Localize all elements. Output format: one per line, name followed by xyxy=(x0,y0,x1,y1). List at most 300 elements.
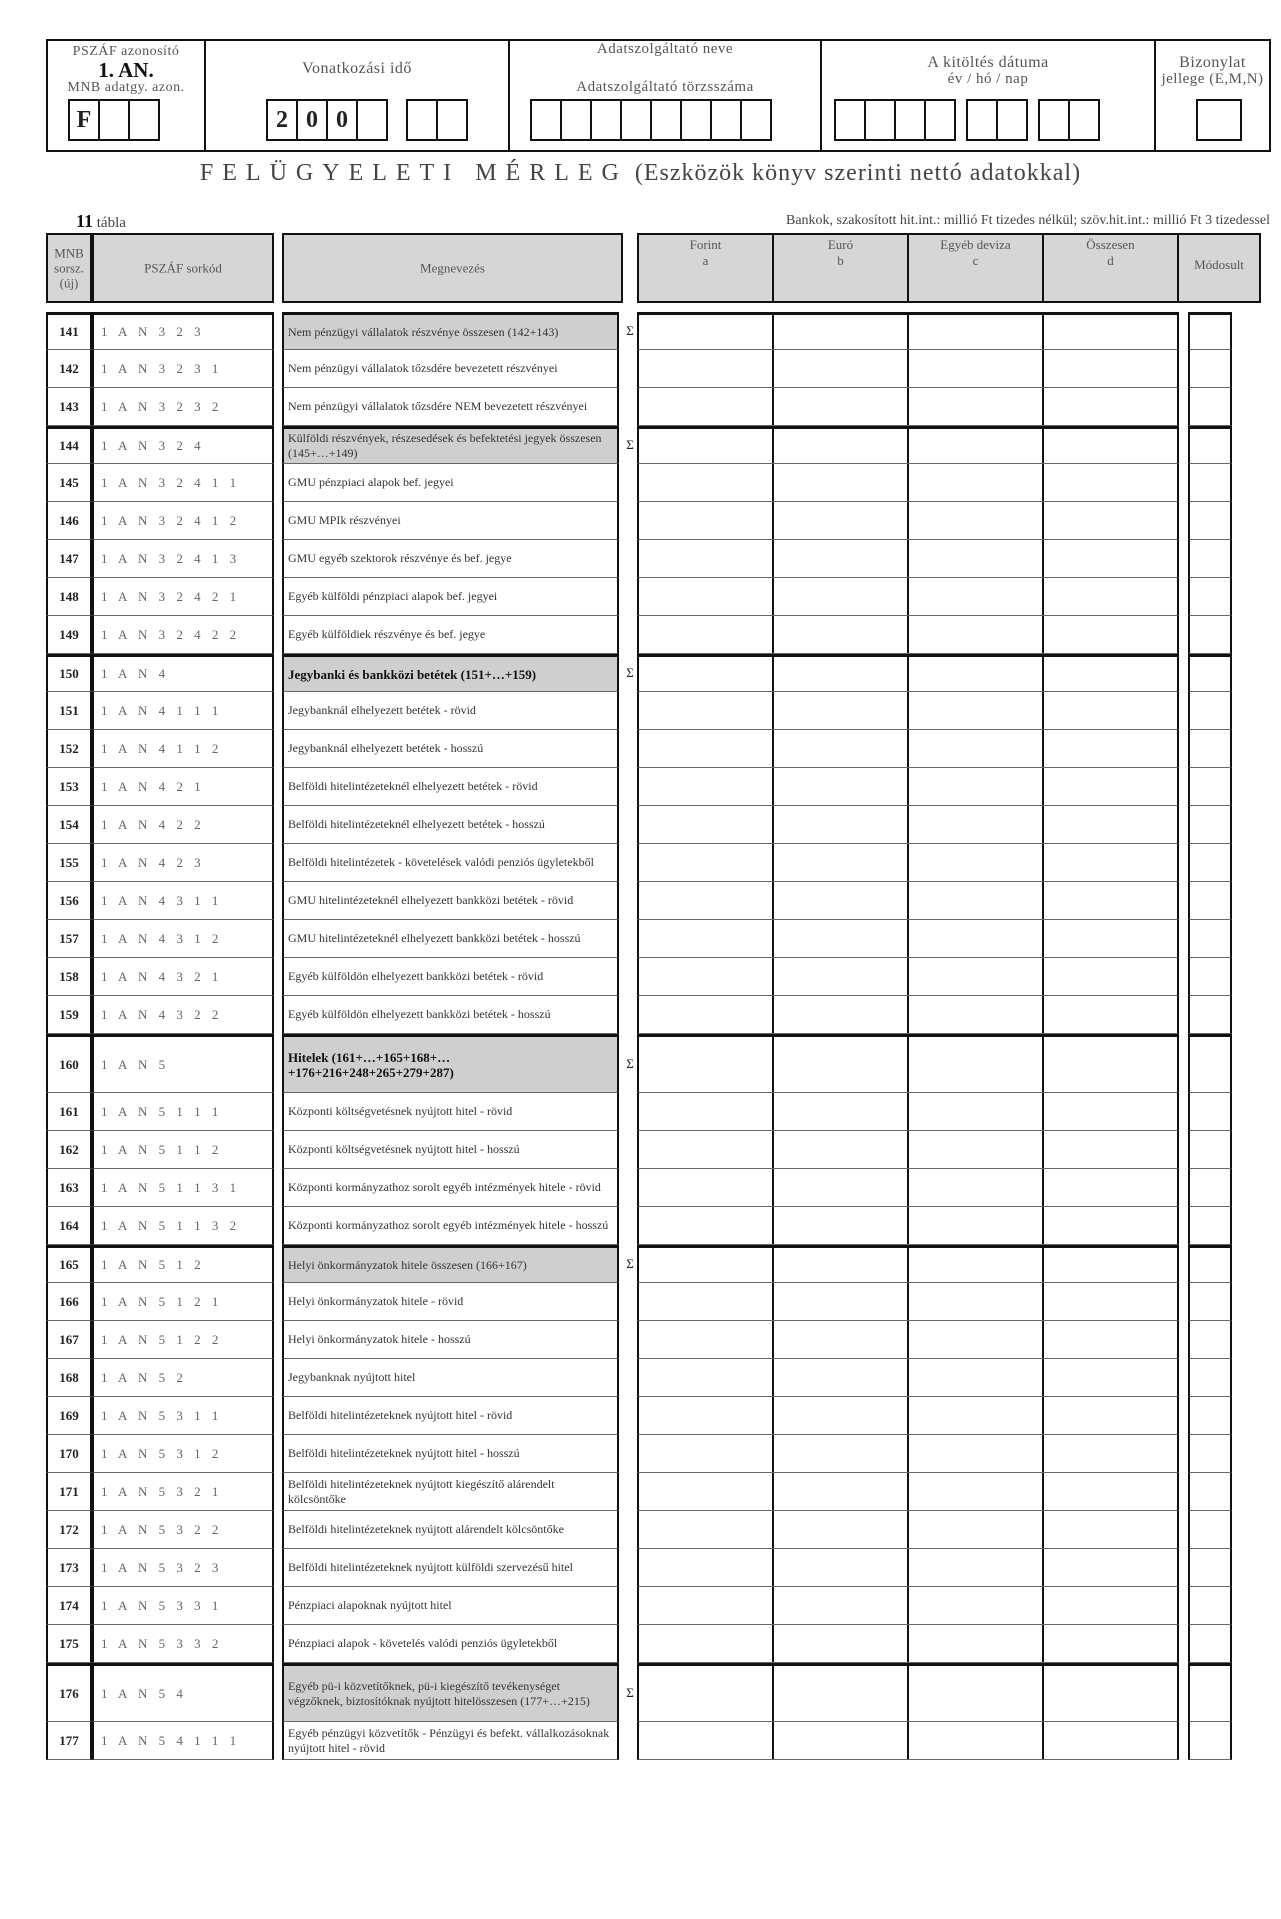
modified-cell[interactable] xyxy=(1188,1359,1232,1397)
forint-cell[interactable] xyxy=(637,1397,774,1435)
row-mnb-number: 153 xyxy=(46,768,92,806)
modified-cell[interactable] xyxy=(1188,1169,1232,1207)
table-row xyxy=(0,1131,1281,1169)
fill-date-boxes xyxy=(836,99,1100,141)
forint-cell[interactable] xyxy=(637,1245,774,1283)
table-row xyxy=(0,692,1281,730)
row-description: Belföldi hitelintézetek - követelések valódi penziós ügyletekből xyxy=(282,844,619,882)
total-cell[interactable] xyxy=(1042,464,1179,502)
row-mnb-number: 145 xyxy=(46,464,92,502)
total-cell[interactable] xyxy=(1042,1169,1179,1207)
euro-cell[interactable] xyxy=(772,806,909,844)
other-currency-cell[interactable] xyxy=(907,616,1044,654)
row-mnb-number: 143 xyxy=(46,388,92,426)
euro-cell[interactable] xyxy=(772,350,909,388)
row-pszaf-code: 1 A N 5 1 2 xyxy=(92,1245,274,1283)
other-currency-cell[interactable] xyxy=(907,654,1044,692)
row-description: Egyéb pénzügyi közvetítők - Pénzügyi és befekt. vállalkozásoknak nyújtott hitel - rövid xyxy=(282,1722,619,1760)
sum-indicator: Σ xyxy=(626,1055,634,1071)
modified-cell[interactable] xyxy=(1188,920,1232,958)
doc-type-sub: jellege (E,M,N) xyxy=(1161,71,1264,87)
other-currency-cell[interactable] xyxy=(907,806,1044,844)
euro-cell[interactable] xyxy=(772,1473,909,1511)
period-box[interactable] xyxy=(436,99,468,141)
euro-cell[interactable] xyxy=(772,1625,909,1663)
date-box[interactable] xyxy=(996,99,1028,141)
modified-cell[interactable] xyxy=(1188,1207,1232,1245)
reg-box[interactable] xyxy=(710,99,742,141)
euro-cell[interactable] xyxy=(772,1321,909,1359)
date-box[interactable] xyxy=(1038,99,1070,141)
sum-indicator xyxy=(623,1321,637,1359)
total-cell[interactable] xyxy=(1042,540,1179,578)
total-cell[interactable] xyxy=(1042,1625,1179,1663)
forint-cell[interactable] xyxy=(637,312,774,350)
euro-cell[interactable] xyxy=(772,1245,909,1283)
euro-cell[interactable] xyxy=(772,1435,909,1473)
forint-cell[interactable] xyxy=(637,1663,774,1722)
total-cell[interactable] xyxy=(1042,1549,1179,1587)
reg-box[interactable] xyxy=(590,99,622,141)
other-currency-cell[interactable] xyxy=(907,1169,1044,1207)
other-currency-cell[interactable] xyxy=(907,1397,1044,1435)
row-pszaf-code: 1 A N 5 1 1 1 xyxy=(92,1093,274,1131)
row-pszaf-code: 1 A N 4 3 2 2 xyxy=(92,996,274,1034)
sum-indicator xyxy=(623,1625,637,1663)
reg-box[interactable] xyxy=(740,99,772,141)
total-cell[interactable] xyxy=(1042,1722,1179,1760)
table-row xyxy=(0,1625,1281,1663)
total-cell[interactable] xyxy=(1042,1245,1179,1283)
row-mnb-number: 162 xyxy=(46,1131,92,1169)
forint-cell[interactable] xyxy=(637,1435,774,1473)
other-currency-cell[interactable] xyxy=(907,1034,1044,1093)
forint-cell[interactable] xyxy=(637,882,774,920)
date-box[interactable] xyxy=(1068,99,1100,141)
row-description: Belföldi hitelintézeteknek nyújtott alárendelt kölcsöntőke xyxy=(282,1511,619,1549)
total-cell[interactable] xyxy=(1042,806,1179,844)
table-row xyxy=(0,958,1281,996)
row-pszaf-code: 1 A N 4 xyxy=(92,654,274,692)
total-cell[interactable] xyxy=(1042,730,1179,768)
modified-cell[interactable] xyxy=(1188,882,1232,920)
other-currency-cell[interactable] xyxy=(907,882,1044,920)
table-row xyxy=(0,616,1281,654)
other-currency-cell[interactable] xyxy=(907,312,1044,350)
modified-cell[interactable] xyxy=(1188,1131,1232,1169)
row-pszaf-code: 1 A N 4 2 1 xyxy=(92,768,274,806)
total-cell[interactable] xyxy=(1042,502,1179,540)
other-currency-cell[interactable] xyxy=(907,350,1044,388)
total-cell[interactable] xyxy=(1042,1131,1179,1169)
total-cell[interactable] xyxy=(1042,1435,1179,1473)
total-cell[interactable] xyxy=(1042,1034,1179,1093)
other-currency-cell[interactable] xyxy=(907,1473,1044,1511)
modified-cell[interactable] xyxy=(1188,996,1232,1034)
modified-cell[interactable] xyxy=(1188,1397,1232,1435)
modified-cell[interactable] xyxy=(1188,1473,1232,1511)
reg-box[interactable] xyxy=(560,99,592,141)
forint-cell[interactable] xyxy=(637,540,774,578)
total-cell[interactable] xyxy=(1042,1283,1179,1321)
modified-cell[interactable] xyxy=(1188,1321,1232,1359)
table-row xyxy=(0,388,1281,426)
modified-cell[interactable] xyxy=(1188,1245,1232,1283)
euro-cell[interactable] xyxy=(772,1169,909,1207)
other-currency-cell[interactable] xyxy=(907,1587,1044,1625)
euro-cell[interactable] xyxy=(772,578,909,616)
euro-cell[interactable] xyxy=(772,654,909,692)
total-cell[interactable] xyxy=(1042,578,1179,616)
row-description: GMU hitelintézeteknél elhelyezett bankközi betétek - hosszú xyxy=(282,920,619,958)
total-cell[interactable] xyxy=(1042,1397,1179,1435)
row-pszaf-code: 1 A N 5 2 xyxy=(92,1359,274,1397)
other-currency-cell[interactable] xyxy=(907,464,1044,502)
row-pszaf-code: 1 A N 3 2 3 xyxy=(92,312,274,350)
row-pszaf-code: 1 A N 5 1 1 3 2 xyxy=(92,1207,274,1245)
table-row xyxy=(0,1245,1281,1283)
modified-cell[interactable] xyxy=(1188,958,1232,996)
forint-cell[interactable] xyxy=(637,1625,774,1663)
modified-cell[interactable] xyxy=(1188,1587,1232,1625)
sum-indicator xyxy=(623,1473,637,1511)
modified-cell[interactable] xyxy=(1188,350,1232,388)
euro-cell[interactable] xyxy=(772,996,909,1034)
other-currency-cell[interactable] xyxy=(907,1722,1044,1760)
row-pszaf-code: 1 A N 4 1 1 1 xyxy=(92,692,274,730)
forint-cell[interactable] xyxy=(637,616,774,654)
other-currency-cell[interactable] xyxy=(907,1093,1044,1131)
forint-cell[interactable] xyxy=(637,388,774,426)
total-cell[interactable] xyxy=(1042,1663,1179,1722)
date-box[interactable] xyxy=(864,99,896,141)
other-currency-cell[interactable] xyxy=(907,768,1044,806)
table-row xyxy=(0,920,1281,958)
date-box[interactable] xyxy=(966,99,998,141)
forint-cell[interactable] xyxy=(637,426,774,464)
sum-indicator xyxy=(623,464,637,502)
euro-cell[interactable] xyxy=(772,464,909,502)
reg-box[interactable] xyxy=(620,99,652,141)
provider-name-label: Adatszolgáltató neve xyxy=(596,41,734,57)
euro-cell[interactable] xyxy=(772,1587,909,1625)
row-description: Egyéb külföldiek részvénye és bef. jegye xyxy=(282,616,619,654)
other-currency-cell[interactable] xyxy=(907,1321,1044,1359)
other-currency-cell[interactable] xyxy=(907,958,1044,996)
row-mnb-number: 169 xyxy=(46,1397,92,1435)
form-header xyxy=(46,39,1271,152)
forint-cell[interactable] xyxy=(637,1131,774,1169)
other-currency-cell[interactable] xyxy=(907,426,1044,464)
forint-cell[interactable] xyxy=(637,1283,774,1321)
table-row xyxy=(0,540,1281,578)
modified-cell[interactable] xyxy=(1188,1283,1232,1321)
euro-cell[interactable] xyxy=(772,958,909,996)
row-pszaf-code: 1 A N 4 2 3 xyxy=(92,844,274,882)
modified-cell[interactable] xyxy=(1188,1435,1232,1473)
sum-indicator xyxy=(623,350,637,388)
table-row xyxy=(0,426,1281,464)
row-mnb-number: 175 xyxy=(46,1625,92,1663)
row-description: Egyéb külföldön elhelyezett bankközi betétek - rövid xyxy=(282,958,619,996)
modified-cell[interactable] xyxy=(1188,616,1232,654)
row-description: Külföldi részvények, részesedések és befektetési jegyek összesen (145+…+149) xyxy=(282,426,619,464)
euro-cell[interactable] xyxy=(772,1283,909,1321)
euro-cell[interactable] xyxy=(772,1397,909,1435)
forint-cell[interactable] xyxy=(637,844,774,882)
other-currency-cell[interactable] xyxy=(907,1511,1044,1549)
modified-cell[interactable] xyxy=(1188,1663,1232,1722)
table-row xyxy=(0,1397,1281,1435)
modified-cell[interactable] xyxy=(1188,654,1232,692)
table-row xyxy=(0,1435,1281,1473)
total-cell[interactable] xyxy=(1042,920,1179,958)
modified-cell[interactable] xyxy=(1188,1511,1232,1549)
total-cell[interactable] xyxy=(1042,426,1179,464)
period-box[interactable] xyxy=(406,99,438,141)
other-currency-cell[interactable] xyxy=(907,920,1044,958)
other-currency-cell[interactable] xyxy=(907,1359,1044,1397)
euro-cell[interactable] xyxy=(772,1093,909,1131)
euro-cell[interactable] xyxy=(772,768,909,806)
other-currency-cell[interactable] xyxy=(907,1663,1044,1722)
other-currency-cell[interactable] xyxy=(907,844,1044,882)
row-pszaf-code: 1 A N 5 1 1 3 1 xyxy=(92,1169,274,1207)
reg-box[interactable] xyxy=(680,99,712,141)
total-cell[interactable] xyxy=(1042,388,1179,426)
table-row xyxy=(0,882,1281,920)
forint-cell[interactable] xyxy=(637,768,774,806)
row-mnb-number: 141 xyxy=(46,312,92,350)
other-currency-cell[interactable] xyxy=(907,388,1044,426)
forint-cell[interactable] xyxy=(637,1511,774,1549)
page-title xyxy=(0,160,1281,187)
row-mnb-number: 151 xyxy=(46,692,92,730)
modified-cell[interactable] xyxy=(1188,1549,1232,1587)
total-cell[interactable] xyxy=(1042,1093,1179,1131)
modified-cell[interactable] xyxy=(1188,426,1232,464)
total-cell[interactable] xyxy=(1042,350,1179,388)
row-mnb-number: 154 xyxy=(46,806,92,844)
forint-cell[interactable] xyxy=(637,654,774,692)
forint-cell[interactable] xyxy=(637,996,774,1034)
total-cell[interactable] xyxy=(1042,958,1179,996)
row-mnb-number: 159 xyxy=(46,996,92,1034)
modified-cell[interactable] xyxy=(1188,1625,1232,1663)
row-description: Helyi önkormányzatok hitele - hosszú xyxy=(282,1321,619,1359)
total-cell[interactable] xyxy=(1042,1359,1179,1397)
row-pszaf-code: 1 A N 5 3 1 1 xyxy=(92,1397,274,1435)
row-description: GMU egyéb szektorok részvénye és bef. jegye xyxy=(282,540,619,578)
pszaf-id-label: PSZÁF azonosító xyxy=(72,44,180,59)
row-description: Belföldi hitelintézeteknél elhelyezett betétek - hosszú xyxy=(282,806,619,844)
euro-cell[interactable] xyxy=(772,1359,909,1397)
euro-cell[interactable] xyxy=(772,1511,909,1549)
row-mnb-number: 146 xyxy=(46,502,92,540)
euro-cell[interactable] xyxy=(772,388,909,426)
forint-cell[interactable] xyxy=(637,502,774,540)
total-cell[interactable] xyxy=(1042,882,1179,920)
col-forint-letter: a xyxy=(702,253,709,268)
modified-cell[interactable] xyxy=(1188,388,1232,426)
other-currency-cell[interactable] xyxy=(907,578,1044,616)
total-cell[interactable] xyxy=(1042,768,1179,806)
row-pszaf-code: 1 A N 4 2 2 xyxy=(92,806,274,844)
table-row xyxy=(0,1511,1281,1549)
modified-cell[interactable] xyxy=(1188,312,1232,350)
row-mnb-number: 172 xyxy=(46,1511,92,1549)
euro-cell[interactable] xyxy=(772,882,909,920)
period-box[interactable]: 2 xyxy=(266,99,298,141)
modified-cell[interactable] xyxy=(1188,540,1232,578)
total-cell[interactable] xyxy=(1042,1473,1179,1511)
fill-date-sub: év / hó / nap xyxy=(947,71,1029,87)
modified-cell[interactable] xyxy=(1188,464,1232,502)
euro-cell[interactable] xyxy=(772,502,909,540)
euro-cell[interactable] xyxy=(772,920,909,958)
col-header-euro xyxy=(774,235,909,301)
period-box[interactable]: 0 xyxy=(326,99,358,141)
euro-cell[interactable] xyxy=(772,312,909,350)
date-box[interactable] xyxy=(924,99,956,141)
euro-cell[interactable] xyxy=(772,692,909,730)
euro-cell[interactable] xyxy=(772,1034,909,1093)
other-currency-cell[interactable] xyxy=(907,1131,1044,1169)
total-cell[interactable] xyxy=(1042,312,1179,350)
forint-cell[interactable] xyxy=(637,1321,774,1359)
period-box[interactable] xyxy=(356,99,388,141)
other-currency-cell[interactable] xyxy=(907,1283,1044,1321)
modified-cell[interactable] xyxy=(1188,502,1232,540)
form-id-box[interactable]: F xyxy=(68,99,100,141)
date-box[interactable] xyxy=(834,99,866,141)
modified-cell[interactable] xyxy=(1188,1093,1232,1131)
euro-cell[interactable] xyxy=(772,1549,909,1587)
row-pszaf-code: 1 A N 3 2 4 1 3 xyxy=(92,540,274,578)
table-row xyxy=(0,654,1281,692)
table-word: tábla xyxy=(96,215,126,231)
row-pszaf-code: 1 A N 4 1 1 2 xyxy=(92,730,274,768)
sum-indicator xyxy=(623,958,637,996)
total-cell[interactable] xyxy=(1042,844,1179,882)
euro-cell[interactable] xyxy=(772,426,909,464)
total-cell[interactable] xyxy=(1042,1511,1179,1549)
total-cell[interactable] xyxy=(1042,692,1179,730)
table-row xyxy=(0,844,1281,882)
row-mnb-number: 176 xyxy=(46,1663,92,1722)
col-other-label: Egyéb deviza xyxy=(940,237,1011,252)
forint-cell[interactable] xyxy=(637,1093,774,1131)
forint-cell[interactable] xyxy=(637,1034,774,1093)
sum-indicator xyxy=(623,920,637,958)
forint-cell[interactable] xyxy=(637,1549,774,1587)
col-header-pszaf xyxy=(92,233,274,303)
euro-cell[interactable] xyxy=(772,1663,909,1722)
modified-cell[interactable] xyxy=(1188,768,1232,806)
modified-cell[interactable] xyxy=(1188,578,1232,616)
row-pszaf-code: 1 A N 3 2 4 2 1 xyxy=(92,578,274,616)
euro-cell[interactable] xyxy=(772,540,909,578)
modified-cell[interactable] xyxy=(1188,1722,1232,1760)
row-description: GMU hitelintézeteknél elhelyezett bankközi betétek - rövid xyxy=(282,882,619,920)
forint-cell[interactable] xyxy=(637,958,774,996)
forint-cell[interactable] xyxy=(637,806,774,844)
modified-cell[interactable] xyxy=(1188,1034,1232,1093)
other-currency-cell[interactable] xyxy=(907,1549,1044,1587)
forint-cell[interactable] xyxy=(637,920,774,958)
modified-cell[interactable] xyxy=(1188,806,1232,844)
other-currency-cell[interactable] xyxy=(907,1625,1044,1663)
euro-cell[interactable] xyxy=(772,1207,909,1245)
forint-cell[interactable] xyxy=(637,1207,774,1245)
forint-cell[interactable] xyxy=(637,350,774,388)
forint-cell[interactable] xyxy=(637,1587,774,1625)
euro-cell[interactable] xyxy=(772,844,909,882)
forint-cell[interactable] xyxy=(637,730,774,768)
total-cell[interactable] xyxy=(1042,1587,1179,1625)
forint-cell[interactable] xyxy=(637,1359,774,1397)
table-row xyxy=(0,502,1281,540)
euro-cell[interactable] xyxy=(772,730,909,768)
modified-cell[interactable] xyxy=(1188,730,1232,768)
euro-cell[interactable] xyxy=(772,1131,909,1169)
forint-cell[interactable] xyxy=(637,464,774,502)
doc-type-box[interactable] xyxy=(1196,99,1242,141)
forint-cell[interactable] xyxy=(637,692,774,730)
forint-cell[interactable] xyxy=(637,1169,774,1207)
other-currency-cell[interactable] xyxy=(907,996,1044,1034)
provider-cell xyxy=(510,41,822,150)
date-box[interactable] xyxy=(894,99,926,141)
row-pszaf-code: 1 A N 5 xyxy=(92,1034,274,1093)
euro-cell[interactable] xyxy=(772,616,909,654)
table-row xyxy=(0,1034,1281,1093)
other-currency-cell[interactable] xyxy=(907,1435,1044,1473)
total-cell[interactable] xyxy=(1042,1207,1179,1245)
forint-cell[interactable] xyxy=(637,578,774,616)
other-currency-cell[interactable] xyxy=(907,540,1044,578)
modified-cell[interactable] xyxy=(1188,692,1232,730)
col-euro-letter: b xyxy=(837,253,844,268)
total-cell[interactable] xyxy=(1042,616,1179,654)
reg-box[interactable] xyxy=(530,99,562,141)
other-currency-cell[interactable] xyxy=(907,1245,1044,1283)
table-row xyxy=(0,1722,1281,1760)
other-currency-cell[interactable] xyxy=(907,730,1044,768)
total-cell[interactable] xyxy=(1042,996,1179,1034)
col-other-letter: c xyxy=(972,253,979,268)
sum-indicator xyxy=(623,844,637,882)
total-cell[interactable] xyxy=(1042,1321,1179,1359)
forint-cell[interactable] xyxy=(637,1722,774,1760)
sum-indicator xyxy=(623,1549,637,1587)
period-box[interactable]: 0 xyxy=(296,99,328,141)
modified-cell[interactable] xyxy=(1188,844,1232,882)
reg-box[interactable] xyxy=(650,99,682,141)
form-id-box[interactable] xyxy=(128,99,160,141)
other-currency-cell[interactable] xyxy=(907,1207,1044,1245)
euro-cell[interactable] xyxy=(772,1722,909,1760)
sum-indicator xyxy=(623,388,637,426)
row-mnb-number: 177 xyxy=(46,1722,92,1760)
period-cell xyxy=(206,41,510,150)
form-id-box[interactable] xyxy=(98,99,130,141)
table-row xyxy=(0,464,1281,502)
forint-cell[interactable] xyxy=(637,1473,774,1511)
other-currency-cell[interactable] xyxy=(907,692,1044,730)
other-currency-cell[interactable] xyxy=(907,502,1044,540)
total-cell[interactable] xyxy=(1042,654,1179,692)
